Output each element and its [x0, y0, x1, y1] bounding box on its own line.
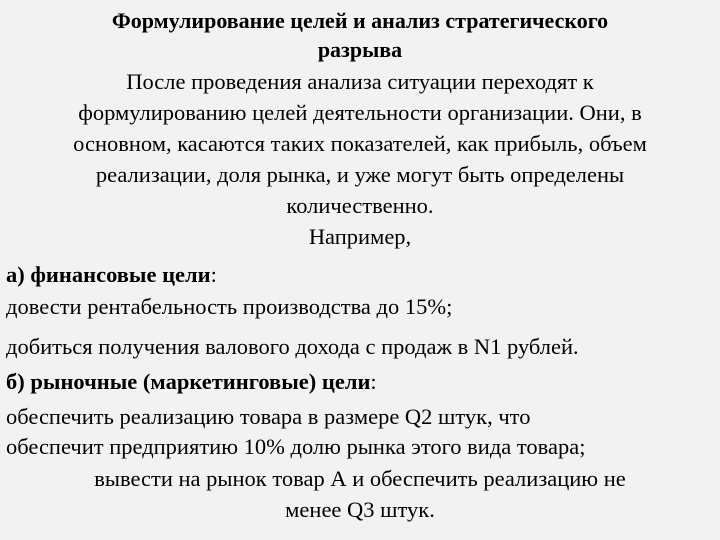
intro-paragraph	[4, 66, 716, 252]
financial-goals-heading	[6, 259, 718, 290]
intro-line: формулированию целей деятельности организации. Они, в	[78, 100, 642, 125]
slide-title-line-1: Формулирование целей и анализ стратегического	[111, 8, 609, 33]
closing-line: вывести на рынок товар А и обеспечить реализацию не	[94, 466, 626, 491]
intro-line: После проведения анализа ситуации переходят к	[126, 69, 594, 94]
financial-goal-item: добиться получения валового дохода с продаж в N1 рублей.	[6, 334, 579, 359]
slide-title	[40, 6, 680, 64]
closing-line: менее Q3 штук.	[285, 497, 435, 522]
market-goal-item: обеспечить реализацию товара в размере Q2 штук, что	[6, 404, 531, 429]
market-goals-heading	[6, 366, 718, 397]
financial-goals-heading-text: а) финансовые цели	[6, 262, 211, 287]
example-label: Например,	[308, 224, 412, 249]
financial-goals-heading-colon: :	[210, 262, 217, 287]
market-goals-heading-text: б) рыночные (маркетинговые) цели	[6, 369, 371, 394]
financial-goal-item: довести рентабельность производства до 15%;	[6, 294, 453, 319]
intro-line: количественно.	[286, 193, 434, 218]
market-goal-item: обеспечит предприятию 10% долю рынка этого вида товара;	[6, 434, 586, 459]
intro-line: основном, касаются таких показателей, как прибыль, объем	[73, 131, 647, 156]
intro-line: реализации, доля рынка, и уже могут быть определены	[95, 162, 625, 187]
slide-title-line-2: разрыва	[317, 37, 403, 62]
market-goals-heading-colon: :	[370, 369, 377, 394]
